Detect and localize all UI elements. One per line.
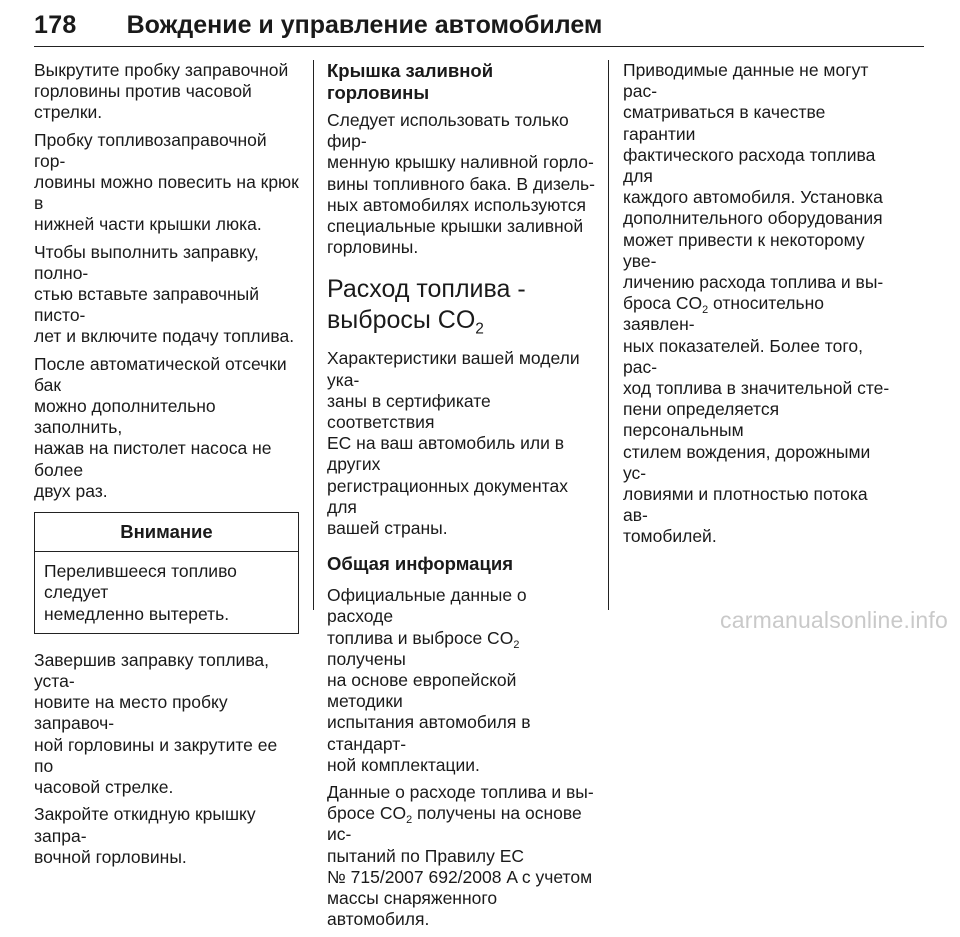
column-1 xyxy=(34,60,299,874)
paragraph-disclaimer-part2: относительно заявлен- ных показателей. Более того, рас- ход топлива в значительной сте- пени определяется персональным стилем вождения, дорожными ус- ловиями и плотностью потока ав- томобилей. xyxy=(623,293,890,547)
co2-subscript: 2 xyxy=(702,304,709,317)
paragraph-auto-cutoff: После автоматической отсечки бак можно дополнительно заполнить, нажав на пистолет насоса не более двух раз. xyxy=(34,353,287,501)
caution-title: Внимание xyxy=(35,513,298,552)
co2-subscript: 2 xyxy=(475,320,484,338)
heading-fuel-consumption xyxy=(327,274,595,336)
paragraph-ec-regulation-part2: получены на основе ис- пытаний по Правилу ЕС № 715/2007 692/2008 A с учетом массы снаряженного автомобиля. xyxy=(327,803,593,930)
paragraph-refit-cap: Завершив заправку топлива, уста- новите на место пробку заправоч- ной горловины и закрутите ее по часовой стрелке. xyxy=(34,649,278,798)
paragraph-close-flap: Закройте откидную крышку запра- вочной горловины. xyxy=(34,804,256,867)
co2-subscript: 2 xyxy=(513,638,520,651)
paragraph-ec-regulation xyxy=(327,782,595,930)
co2-subscript: 2 xyxy=(406,814,413,827)
paragraph-filler-cap: Следует использовать только фир- менную крышку наливной горло- вины топливного бака. В дизель- ных автомобилях используются специальные крышки заливной горловины. xyxy=(327,110,595,258)
paragraph-disclaimer xyxy=(623,60,893,548)
column-3 xyxy=(623,60,893,554)
column-divider-2 xyxy=(608,60,609,610)
heading-fuel-consumption-line1: Расход топлива - xyxy=(327,275,526,304)
caution-box xyxy=(34,512,299,634)
heading-filler-cap: Крышка заливной горловины xyxy=(327,60,494,103)
paragraph-model-specs: Характеристики вашей модели ука- заны в сертификате соответствия ЕС на ваш автомобиль или в других регистрационных документах для вашей страны. xyxy=(327,348,580,539)
paragraph-hang-cap: Пробку топливозаправочной гор- ловины можно повесить на крюк в нижней части крышки люка. xyxy=(34,129,299,235)
page-title: Вождение и управление автомобилем xyxy=(126,10,603,39)
column-divider-1 xyxy=(313,60,314,610)
page-header xyxy=(34,4,924,47)
page-number: 178 xyxy=(34,10,77,39)
watermark: carmanualsonline.info xyxy=(720,607,948,633)
paragraph-official-data-part2: получены на основе европейской методики испытания автомобиля в стандарт- ной комплектации. xyxy=(327,648,531,775)
heading-fuel-consumption-line2: выбросы CO xyxy=(327,306,476,335)
caution-text: Перелившееся топливо следует немедленно вытереть. xyxy=(44,561,237,624)
heading-general-info: Общая информация xyxy=(327,553,513,575)
column-2 xyxy=(327,60,595,937)
paragraph-official-data xyxy=(327,585,595,776)
paragraph-unscrew-cap: Выкрутите пробку заправочной горловины против часовой стрелки. xyxy=(34,60,289,123)
paragraph-official-data-part1: Официальные данные о расходе топлива и выбросе CO xyxy=(327,585,527,648)
paragraph-disclaimer-part1: Приводимые данные не могут рас- сматриваться в качестве гарантии фактического расхода топлива для каждого автомобиля. Установка дополнительного оборудования может привести к некоторому уве- личению расхода топлива и вы- броса CO xyxy=(623,60,884,314)
paragraph-insert-nozzle: Чтобы выполнить заправку, полно- стью вставьте заправочный писто- лет и включите подачу топлива. xyxy=(34,241,295,347)
paragraph-ec-regulation-part1: Данные о расходе топлива и вы- бросе CO xyxy=(327,782,594,824)
